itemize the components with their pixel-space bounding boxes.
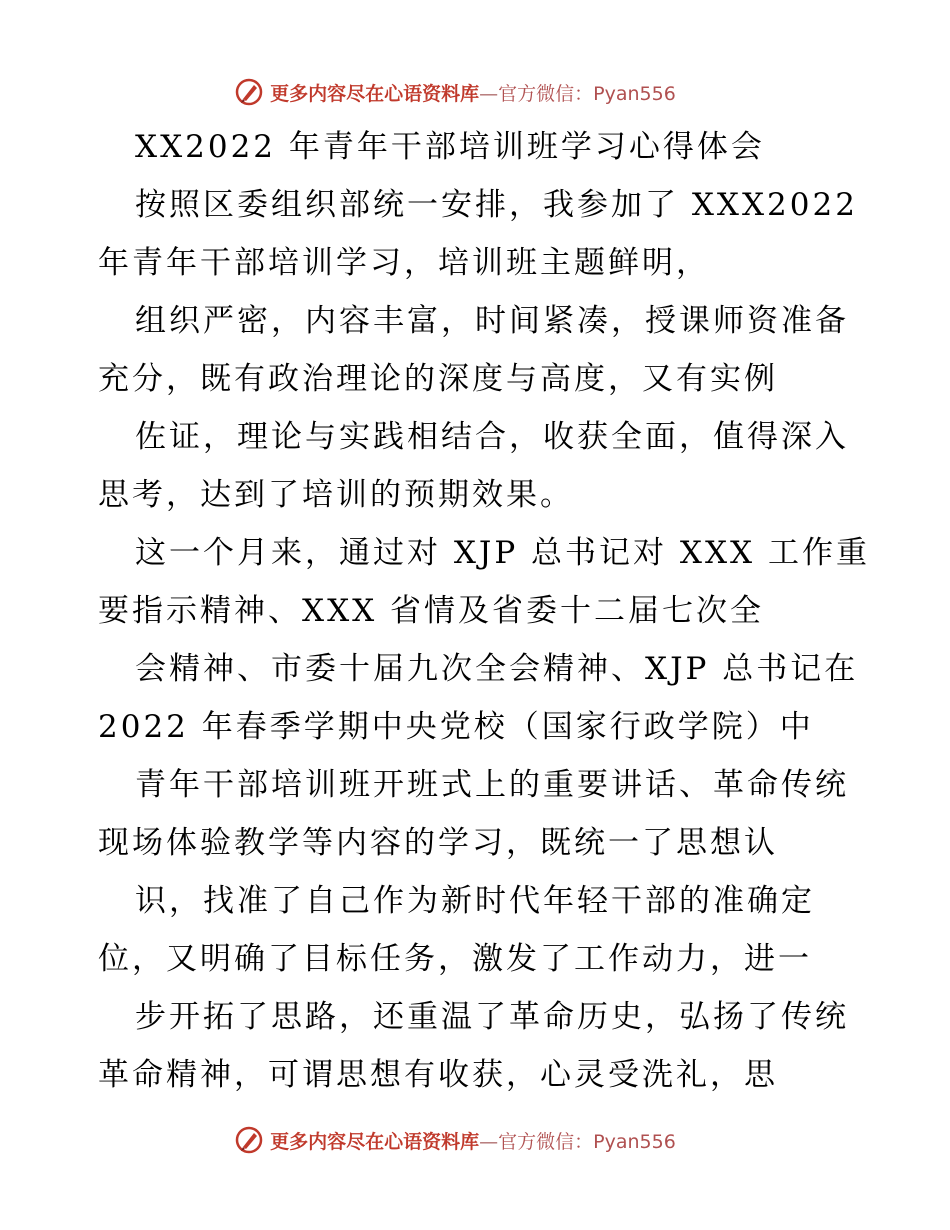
banner-dash: — <box>479 1130 499 1153</box>
banner-main-text: 更多内容尽在心语资料库 <box>270 1130 480 1153</box>
banner-main-text: 更多内容尽在心语资料库 <box>270 82 480 105</box>
text-line: 这一个月来，通过对 XJP 总书记对 XXX 工作重 <box>135 535 870 571</box>
text-line: 年青年干部培训学习，培训班主题鲜明， <box>98 245 710 281</box>
text-line: 识，找准了自己作为新时代年轻干部的准确定 <box>135 883 815 919</box>
text-line: 要指示精神、XXX 省情及省委十二届七次全 <box>98 593 765 629</box>
text-line: 现场体验教学等内容的学习，既统一了思想认 <box>98 825 778 861</box>
banner-text <box>270 79 676 106</box>
text-line: 思考，达到了培训的预期效果。 <box>98 477 574 513</box>
banner-wechat-text: 官方微信：Pyan556 <box>498 82 676 105</box>
banner-wechat-text: 官方微信：Pyan556 <box>498 1130 676 1153</box>
text-line: 组织严密，内容丰富，时间紧凑，授课师资准备 <box>135 303 849 339</box>
text-line: 步开拓了思路，还重温了革命历史，弘扬了传统 <box>135 999 849 1035</box>
text-line: 青年干部培训班开班式上的重要讲话、革命传统 <box>135 767 849 803</box>
text-line: 充分，既有政治理论的深度与高度，又有实例 <box>98 361 778 397</box>
text-line: 会精神、市委十届九次全会精神、XJP 总书记在 <box>135 651 859 687</box>
header-banner <box>0 72 950 112</box>
text-line: 2022 年春季学期中央党校（国家行政学院）中 <box>98 709 814 745</box>
banner-dash: — <box>479 82 499 105</box>
text-line: 革命精神，可谓思想有收获，心灵受洗礼，思 <box>98 1057 778 1093</box>
footer-banner <box>0 1120 950 1160</box>
banner-text <box>270 1127 676 1154</box>
text-line: 佐证，理论与实践相结合，收获全面，值得深入 <box>135 419 849 455</box>
pen-nib-logo-icon <box>234 77 264 107</box>
text-line: 位，又明确了目标任务，激发了工作动力，进一 <box>98 941 812 977</box>
pen-nib-logo-icon <box>234 1125 264 1155</box>
document-title: XX2022 年青年干部培训班学习心得体会 <box>135 129 765 165</box>
text-line: 按照区委组织部统一安排，我参加了 XXX2022 <box>135 187 858 223</box>
